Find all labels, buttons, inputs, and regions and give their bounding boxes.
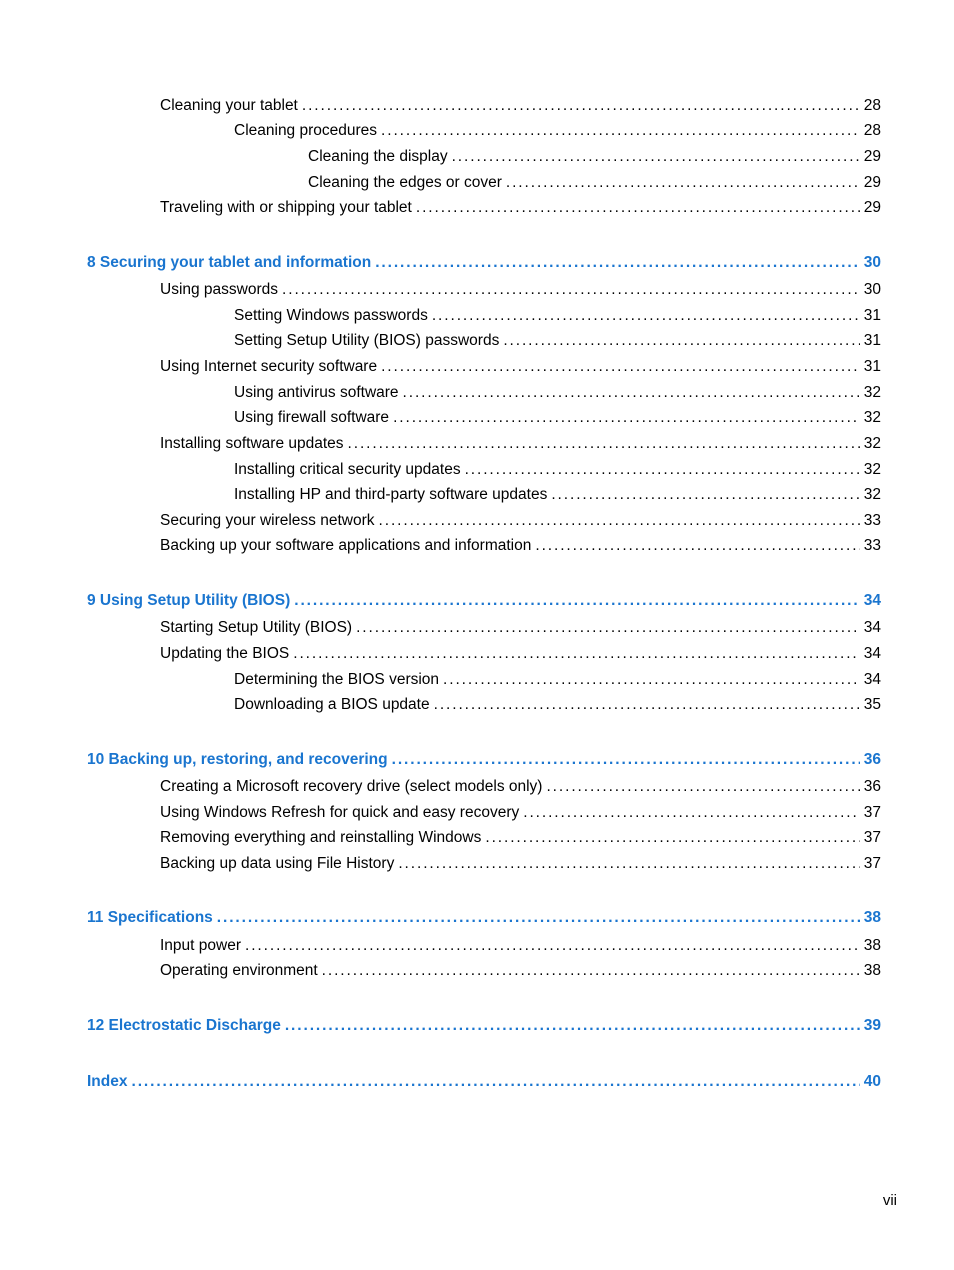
toc-entry-link[interactable] <box>160 97 881 115</box>
toc-entry-link[interactable] <box>234 307 881 325</box>
toc-entry-page: 38 <box>863 937 881 954</box>
toc-entry-link[interactable] <box>160 512 881 530</box>
toc-chapter-link[interactable] <box>87 751 881 769</box>
toc-entry-title: Installing HP and third-party software updates <box>234 486 548 503</box>
dot-leader <box>302 97 860 115</box>
dot-leader <box>322 962 860 980</box>
dot-leader <box>282 281 860 299</box>
toc-entry-link[interactable] <box>160 281 881 299</box>
toc-entry-title: Updating the BIOS <box>160 645 290 662</box>
toc-entry-page: 28 <box>863 97 881 114</box>
toc-entry-title: Cleaning procedures <box>234 122 378 139</box>
toc-entry-page: 29 <box>863 148 881 165</box>
dot-leader <box>416 199 860 217</box>
toc-entry-title: Input power <box>160 937 241 954</box>
dot-leader <box>356 619 860 637</box>
toc-entry-link[interactable] <box>234 332 881 350</box>
toc-entry-link[interactable] <box>160 537 881 555</box>
dot-leader <box>403 384 860 402</box>
toc-entry-title: Backing up data using File History <box>160 855 395 872</box>
toc-entry-page: 31 <box>863 358 881 375</box>
toc-entry-page: 36 <box>863 778 881 795</box>
toc-entry-page: 30 <box>863 281 881 298</box>
toc-entry-title: Using passwords <box>160 281 279 298</box>
dot-leader <box>485 829 859 847</box>
dot-leader <box>379 512 860 530</box>
toc-entry-title: Cleaning the edges or cover <box>308 174 502 191</box>
dot-leader <box>294 592 860 610</box>
dot-leader <box>551 486 859 504</box>
toc-entry-title: Using antivirus software <box>234 384 399 401</box>
toc-entry-link[interactable] <box>234 122 881 140</box>
toc-entry-link[interactable] <box>160 435 881 453</box>
toc-entry-title: Index <box>87 1073 128 1090</box>
toc-entry-page: 28 <box>863 122 881 139</box>
toc-entry-page: 34 <box>863 671 881 688</box>
toc-entry-title: Cleaning the display <box>308 148 448 165</box>
toc-entry-page: 35 <box>863 696 881 713</box>
toc-entry-link[interactable] <box>160 804 881 822</box>
dot-leader <box>443 671 860 689</box>
toc-entry-page: 33 <box>863 512 881 529</box>
toc-entry-link[interactable] <box>160 778 881 796</box>
dot-leader <box>546 778 859 796</box>
toc-entry-page: 37 <box>863 829 881 846</box>
toc-chapter-link[interactable] <box>87 909 881 927</box>
dot-leader <box>375 254 860 272</box>
toc-entry-title: Installing software updates <box>160 435 344 452</box>
toc-entry-page: 32 <box>863 461 881 478</box>
toc-entry-title: Installing critical security updates <box>234 461 461 478</box>
toc-entry-title: Traveling with or shipping your tablet <box>160 199 412 216</box>
toc-entry-title: Securing your wireless network <box>160 512 375 529</box>
toc-entry-title: Using firewall software <box>234 409 390 426</box>
toc-entry-title: Setting Windows passwords <box>234 307 428 324</box>
toc-entry-link[interactable] <box>160 619 881 637</box>
dot-leader <box>381 122 860 140</box>
dot-leader <box>503 332 859 350</box>
dot-leader <box>381 358 860 376</box>
toc-entry-page: 39 <box>863 1017 881 1034</box>
toc-entry-page: 34 <box>863 592 881 609</box>
toc-entry-title: 11 Specifications <box>87 909 213 926</box>
toc-entry-title: Creating a Microsoft recovery drive (select models only) <box>160 778 543 795</box>
toc-entry-title: Cleaning your tablet <box>160 97 298 114</box>
toc-entry-page: 38 <box>863 962 881 979</box>
toc-entry-page: 34 <box>863 619 881 636</box>
page-number: vii <box>882 1192 897 1209</box>
toc-entry-title: Removing everything and reinstalling Windows <box>160 829 482 846</box>
toc-entry-page: 33 <box>863 537 881 554</box>
toc-entry-page: 37 <box>863 804 881 821</box>
toc-entry-title: Backing up your software applications and information <box>160 537 532 554</box>
toc-entry-link[interactable] <box>160 645 881 663</box>
dot-leader <box>432 307 860 325</box>
toc-entry-title: Downloading a BIOS update <box>234 696 430 713</box>
toc-entry-title: 9 Using Setup Utility (BIOS) <box>87 592 291 609</box>
toc-entry-title: Setting Setup Utility (BIOS) passwords <box>234 332 500 349</box>
toc-entry-page: 29 <box>863 199 881 216</box>
toc-entry-page: 32 <box>863 486 881 503</box>
toc-entry-link[interactable] <box>234 461 881 479</box>
toc-entry-link[interactable] <box>160 937 881 955</box>
toc-entry-link[interactable] <box>234 486 881 504</box>
toc-entry-link[interactable] <box>160 855 881 873</box>
toc-entry-title: Using Internet security software <box>160 358 378 375</box>
toc-entry-link[interactable] <box>160 962 881 980</box>
dot-leader <box>245 937 860 955</box>
toc-entry-page: 30 <box>863 254 881 271</box>
toc-entry-page: 32 <box>863 384 881 401</box>
toc-entry-page: 31 <box>863 307 881 324</box>
toc-entry-title: Operating environment <box>160 962 318 979</box>
toc-entry-link[interactable] <box>160 199 881 217</box>
dot-leader <box>348 435 860 453</box>
dot-leader <box>293 645 860 663</box>
toc-entry-title: 10 Backing up, restoring, and recovering <box>87 751 388 768</box>
toc-entry-page: 34 <box>863 645 881 662</box>
toc-entry-page: 37 <box>863 855 881 872</box>
dot-leader <box>523 804 860 822</box>
toc-entry-page: 40 <box>863 1073 881 1090</box>
toc-entry-title: Using Windows Refresh for quick and easy recovery <box>160 804 520 821</box>
toc-entry-page: 31 <box>863 332 881 349</box>
toc-entry-link[interactable] <box>234 696 881 714</box>
dot-leader <box>434 696 860 714</box>
toc-entry-page: 32 <box>863 435 881 452</box>
toc-entry-link[interactable] <box>234 409 881 427</box>
dot-leader <box>392 751 860 769</box>
toc-entry-link[interactable] <box>308 174 881 192</box>
toc-entry-title: Determining the BIOS version <box>234 671 440 688</box>
toc-entry-link[interactable] <box>160 829 881 847</box>
toc-chapter-link[interactable] <box>87 1073 881 1091</box>
dot-leader <box>465 461 860 479</box>
toc-entry-page: 36 <box>863 751 881 768</box>
dot-leader <box>131 1073 859 1091</box>
dot-leader <box>506 174 860 192</box>
toc-entry-page: 38 <box>863 909 881 926</box>
dot-leader <box>217 909 860 927</box>
dot-leader <box>393 409 860 427</box>
toc-entry-title: 12 Electrostatic Discharge <box>87 1017 281 1034</box>
toc-entry-link[interactable] <box>234 384 881 402</box>
dot-leader <box>398 855 859 873</box>
toc-entry-link[interactable] <box>308 148 881 166</box>
toc-entry-title: 8 Securing your tablet and information <box>87 254 372 271</box>
toc-entry-page: 32 <box>863 409 881 426</box>
toc-chapter-link[interactable] <box>87 254 881 272</box>
toc-entry-title: Starting Setup Utility (BIOS) <box>160 619 353 636</box>
dot-leader <box>452 148 860 166</box>
dot-leader <box>535 537 859 555</box>
toc-entry-page: 29 <box>863 174 881 191</box>
toc-entry-link[interactable] <box>234 671 881 689</box>
toc-chapter-link[interactable] <box>87 1017 881 1035</box>
toc-entry-link[interactable] <box>160 358 881 376</box>
dot-leader <box>285 1017 860 1035</box>
toc-chapter-link[interactable] <box>87 592 881 610</box>
